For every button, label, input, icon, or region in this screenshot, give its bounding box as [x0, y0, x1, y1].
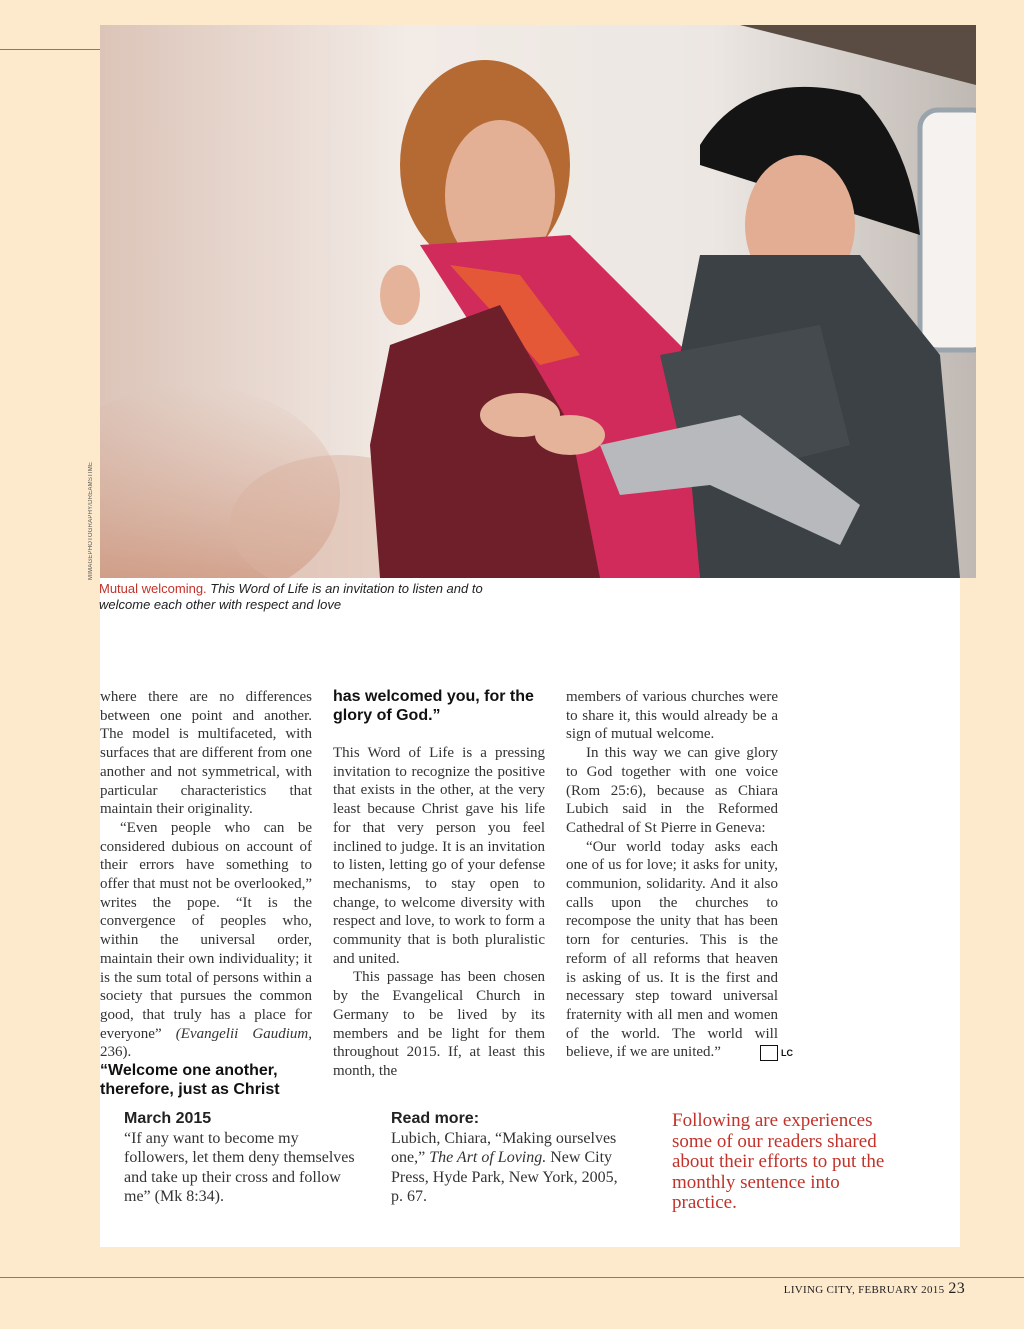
- top-rule: [0, 49, 100, 50]
- paragraph: members of various churches were to share it, this would already be a sign of mutual welcome.: [566, 689, 778, 743]
- lc-logo-icon: LC: [760, 1045, 778, 1061]
- bottom-rule: [0, 1277, 1024, 1278]
- caption-text: This Word of Life is an invitation to listen and to welcome each other with respect and love: [99, 581, 483, 612]
- photo-credit: MIMAGEPHOTOGRAPHY/DREAMSTIME: [88, 461, 94, 580]
- paragraph: In this way we can give glory to God together with one voice (Rom 25:6), because as Chiara Lubich said in the Reformed Cathedral of St Pierre in Geneva:: [566, 745, 778, 836]
- read-more-text: [391, 1129, 631, 1207]
- citation: (Evangelii Gaudium,: [175, 1025, 313, 1042]
- paragraph: [100, 819, 312, 1062]
- following-intro: Following are experiences some of our readers shared about their efforts to put the monthly sentence into practice.: [672, 1110, 885, 1213]
- text-column-1: [100, 688, 312, 1099]
- reference-text: Lubich, Chiara, “Making ourselves one,”: [391, 1129, 617, 1166]
- paragraph-text: “Even people who can be considered dubious on account of their errors have something to offer that must not be overlooked,” writes the pope. “It is the convergence of peoples who, within the universal order, maintain their own individuality; it is the sum total of persons within a society that pursues the common good, that truly has a place for everyone”: [100, 819, 312, 1042]
- photo-caption: [99, 581, 499, 612]
- text-column-3: [566, 688, 793, 1062]
- march-title: March 2015: [124, 1110, 212, 1127]
- pull-quote: has welcomed you, for the glory of God.”: [333, 688, 534, 724]
- book-title: The Art of Loving.: [429, 1149, 547, 1166]
- paragraph: This passage has been chosen by the Evangelical Church in Germany to be lived by its members and be light for them throughout 2015. If, at least this month, the: [333, 969, 545, 1079]
- reference-publisher: New City Press, Hyde Park, New York, 2005, p. 67.: [391, 1149, 618, 1205]
- text-column-2: [333, 688, 545, 1081]
- quote-text: “Our world today asks each one of us for love; it asks for unity, communion, solidarity. And it also calls upon the churches to recompose the unity that has been torn for centuries. This is the reform of all reforms that heaven is asking of us. It is the first and necessary step toward universal fraternity with all men and women of the world. The world will believe, if we are united.”: [566, 838, 778, 1061]
- corner-block: [0, 0, 100, 125]
- paragraph: [566, 838, 793, 1062]
- read-more-box: [391, 1109, 631, 1207]
- page-footer: [760, 1280, 965, 1298]
- caption-lead: Mutual welcoming.: [99, 581, 207, 596]
- pull-quote: “Welcome one another, therefore, just as Christ: [100, 1062, 280, 1098]
- citation-end: 236).: [100, 1044, 132, 1061]
- hero-photo: [100, 25, 976, 578]
- march-box: [124, 1109, 364, 1207]
- read-more-title: Read more:: [391, 1110, 480, 1127]
- publication-name: LIVING CITY, FEBRUARY 2015: [783, 1284, 945, 1296]
- paragraph: This Word of Life is a pressing invitation to recognize the positive that exists in the other, at the very least because Christ gave his life for that very person you feel inclined to judge. It is an invitation to listen, letting go of your defense mechanisms, to stay open to change, to welcome diversity with respect and love, to work to form a community that is both pluralistic and united.: [333, 745, 545, 967]
- page-number: 23: [948, 1280, 965, 1297]
- march-text: “If any want to become my followers, let them deny themselves and take up their cross and follow me” (Mk 8:34).: [124, 1129, 355, 1205]
- paragraph: where there are no differences between one point and another. The model is multifaceted, with surfaces that are different from one another and not symmetrical, with particular characteristics that maintain their originality.: [100, 689, 312, 818]
